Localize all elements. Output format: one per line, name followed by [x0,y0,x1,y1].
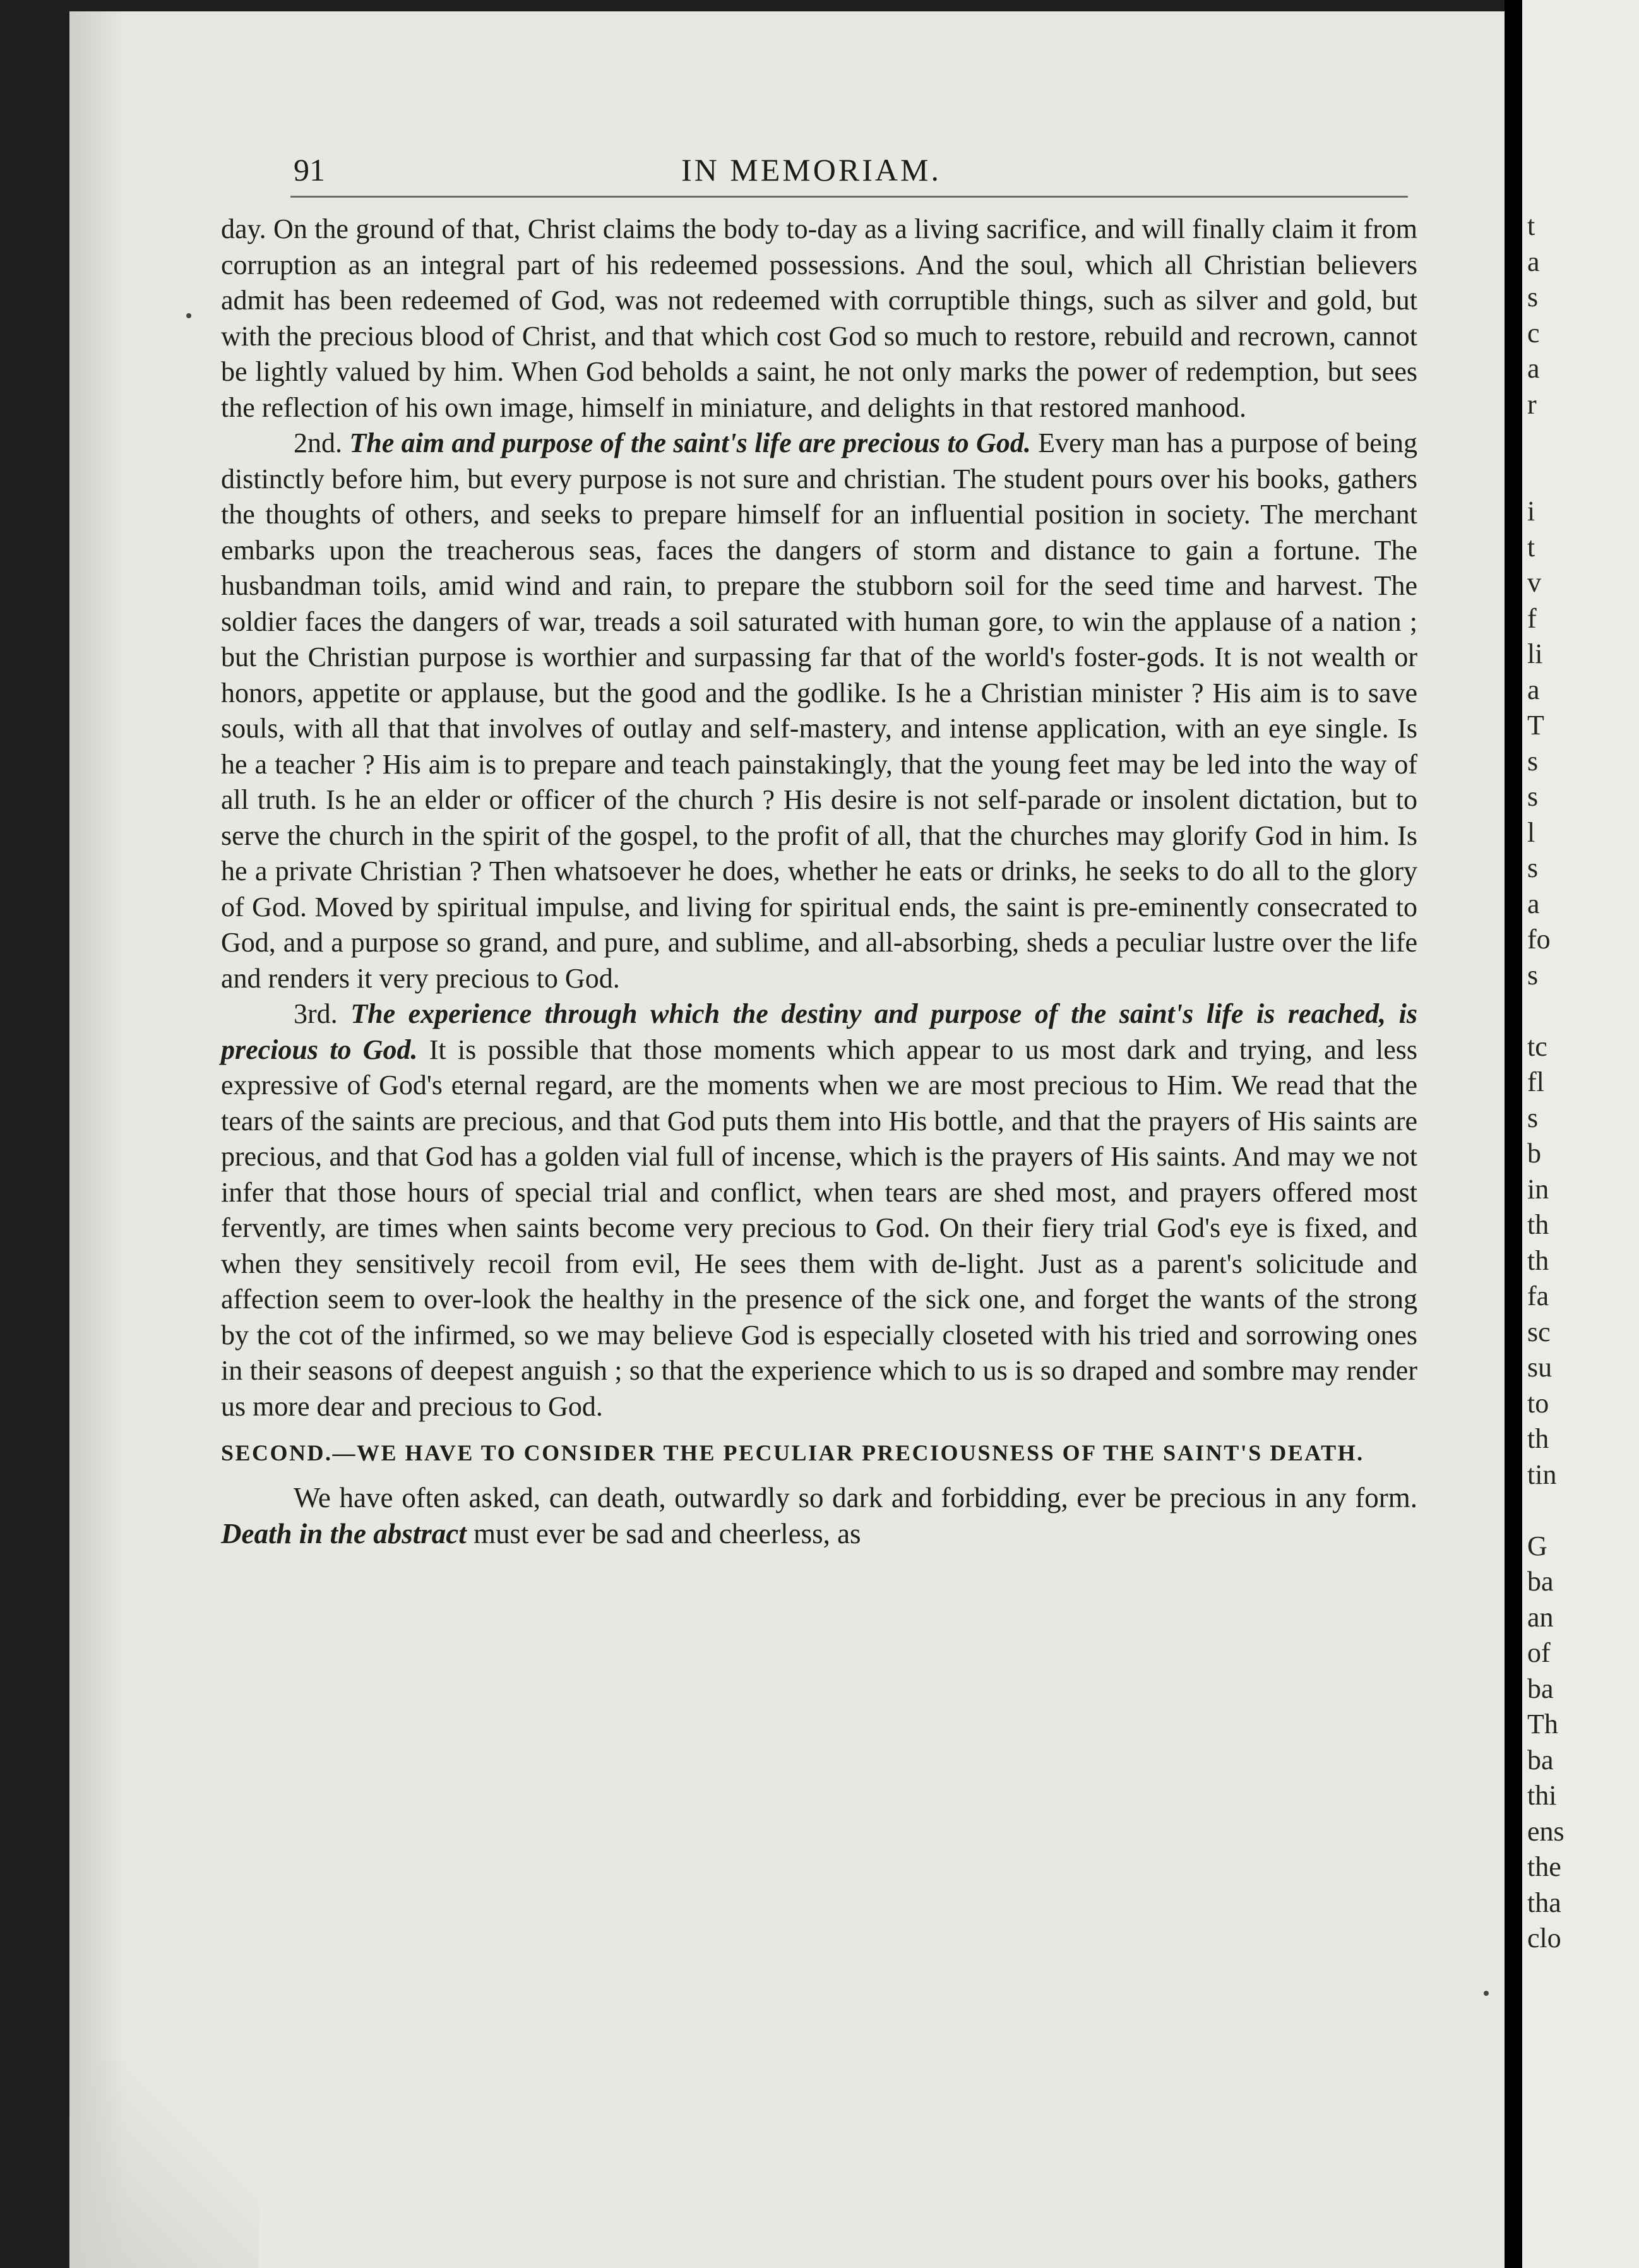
facing-page-fragment: s [1527,781,1539,812]
facing-page-fragment: l [1527,816,1535,848]
paragraph-death [221,1480,1417,1551]
facing-page-fragment: fa [1527,1280,1549,1311]
body-text [221,212,1417,1551]
facing-page-fragment: fl [1527,1066,1544,1097]
point-body: Every man has a purpose of being distinctly before him, but every purpose is not sure and christian. The student pours over his books, gathers the thoughts of others, and seeks to prepare himself for an influential position in society. The merchant embarks upon the treacherous seas, faces the dangers of storm and distance to gain a fortune. The husbandman toils, amid wind and rain, to prepare the stubborn soil for the seed time and harvest. The soldier faces the dangers of war, treads a soil saturated with human gore, to win the applause of a nation ; but the Christian purpose is worthier and surpassing far that of the world's foster-gods. It is not wealth or honors, appetite or applause, but the good and the godlike. Is he a Christian minister ? His aim is to save souls, with all that that involves of outlay and self-mastery, and intense application, with an eye single. Is he a teacher ? His aim is to prepare and teach painstakingly, that the young feet may be led into the way of all truth. Is he an elder or officer of the church ? His desire is not self-parade or insolent dictation, but to serve the church in the spirit of the gospel, to the profit of all, that the churches may glorify God in him. Is he a private Christian ? Then whatsoever he does, whether he eats or drinks, he seeks to do all to the glory of God. Moved by spiritual impulse, and living for spiritual ends, the saint is pre-eminently consecrated to God, and a purpose so grand, and pure, and sublime, and all-absorbing, sheds a peculiar lustre over the life and renders it very precious to God. [221,427,1418,994]
facing-page-text-fragments [1527,208,1635,1957]
page-corner-fold [69,2060,259,2268]
facing-page-fragment: c [1527,317,1540,349]
facing-page-fragment: tc [1527,1030,1547,1062]
facing-page-fragment [1527,458,1635,494]
facing-page-fragment: a [1527,674,1540,705]
paragraph-second-point [221,426,1417,996]
facing-page-fragment: li [1527,638,1543,669]
facing-page-fragment: clo [1527,1923,1561,1954]
facing-page-fragment [1527,993,1635,1029]
facing-page-fragment: tin [1527,1459,1557,1490]
facing-page-fragment: th [1527,1423,1549,1454]
facing-page-fragment: fo [1527,924,1551,955]
section-heading: SECOND.—WE HAVE TO CONSIDER THE PECULIAR PRECIOUSNESS OF THE SAINT'S DEATH. [221,1440,1364,1465]
facing-page-fragment: Th [1527,1709,1558,1740]
facing-page-fragment: in [1527,1173,1549,1205]
facing-page-fragment: a [1527,246,1540,277]
facing-page-fragment: f [1527,602,1537,634]
facing-page-fragment: ens [1527,1815,1564,1847]
facing-page-fragment: sc [1527,1316,1551,1347]
book-gutter [1505,0,1522,2268]
ink-speck [186,313,191,318]
header-rule [290,196,1408,198]
facing-page-fragment: to [1527,1387,1549,1419]
facing-page-fragment: th [1527,1209,1549,1240]
facing-page-fragment: an [1527,1601,1554,1633]
facing-page-fragment [1527,1493,1635,1529]
paragraph-third-point [221,996,1417,1424]
facing-page-fragment: s [1527,745,1539,777]
facing-page-fragment: su [1527,1352,1553,1383]
facing-page-fragment: s [1527,959,1539,991]
facing-page-fragment: ba [1527,1566,1554,1597]
facing-page-fragment: t [1527,210,1535,241]
facing-page-fragment: i [1527,496,1535,527]
running-head [212,152,1411,196]
ink-speck [1484,1991,1489,1996]
facing-page-fragment: G [1527,1530,1547,1561]
facing-page-fragment: T [1527,710,1544,741]
facing-page-fragment: r [1527,388,1537,420]
facing-page-fragment: of [1527,1637,1551,1668]
facing-page-fragment: th [1527,1244,1549,1276]
facing-page-fragment [1527,422,1635,458]
paragraph-text: must ever be sad and cheerless, as [474,1517,861,1549]
facing-page-fragment: a [1527,888,1540,919]
point-heading: The experience through which the destiny and purpose of the saint's life is reached, is precious to God. [221,998,1417,1065]
facing-page-fragment: thi [1527,1780,1557,1811]
point-heading: The aim and purpose of the saint's life are precious to God. [349,427,1031,458]
facing-page-fragment: ba [1527,1744,1554,1776]
facing-page [1522,0,1639,2268]
point-number: 3rd. [294,998,338,1029]
facing-page-fragment: s [1527,1102,1539,1133]
facing-page-fragment: v [1527,567,1541,598]
facing-page-fragment: s [1527,852,1539,883]
paragraph-text: We have often asked, can death, outwardly so dark and forbidding, ever be precious in any form. [294,1482,1417,1513]
facing-page-fragment: the [1527,1851,1561,1882]
page-shadow [69,11,126,2268]
point-body: It is possible that those moments which appear to us most dark and trying, and less expressive of God's eternal regard, are the moments when we are most precious to Him. We read that the tears of the saints are precious, and that God puts them into His bottle, and that the prayers of His saints are precious, and that God has a golden vial full of incense, which is the prayers of His saints. And may we not infer that those hours of special trial and conflict, when tears are shed most, and prayers offered most fervently, are times when saints become very precious to God. On their fiery trial God's eye is fixed, and when they sensitively recoil from evil, He sees them with de-light. Just as a parent's solicitude and affection seem to over-look the healthy in the presence of the sick one, and forget the wants of the strong by the cot of the infirmed, so we may believe God is especially closeted with his tried and sorrowing ones in their seasons of deepest anguish ; so that the experience which to us is so draped and sombre may render us more dear and precious to God. [221,1034,1418,1422]
paragraph-continuation: day. On the ground of that, Christ claims the body to-day as a living sacrifice, and will finally claim it from corruption as an integral part of his redeemed possessions. And the soul, which all Christian believers admit has been redeemed of God, was not redeemed with corruptible things, such as silver and gold, but with the precious blood of Christ, and that which cost God so much to restore, rebuild and recrown, cannot be lightly valued by him. When God beholds a saint, he not only marks the power of redemption, but sees the reflection of his own image, himself in miniature, and delights in that restored manhood. [221,213,1417,423]
facing-page-fragment: b [1527,1138,1541,1169]
facing-page-fragment: t [1527,531,1535,563]
point-number: 2nd. [294,427,342,458]
emphasis-phrase: Death in the abstract [221,1517,467,1549]
facing-page-fragment: a [1527,353,1540,384]
facing-page-fragment: tha [1527,1887,1561,1918]
book-title: IN MEMORIAM. [681,152,941,188]
facing-page-fragment: ba [1527,1673,1554,1704]
page-number: 91 [294,152,325,188]
facing-page-fragment: s [1527,282,1539,313]
